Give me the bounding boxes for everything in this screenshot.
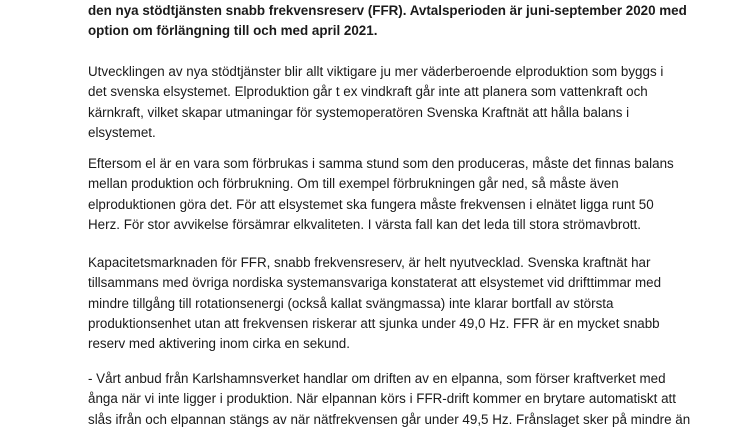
text-line: elproduktionen göra det. För att elsystemet ska fungera måste frekvensen i elnätet ligga runt 50 [88,196,654,212]
paragraph-karlshamn-bid [88,369,691,430]
text-line: Herz. För stor avvikelse försämrar elkvaliteten. I värsta fall kan det leda till stora strömavbrott. [88,216,641,232]
paragraph-balance [88,154,674,235]
paragraph-grid-stability [88,62,668,143]
document-page [88,0,691,427]
paragraph-ffr-market [88,253,668,354]
text-line: elsystemet. [88,124,156,140]
text-line: kärnkraft, vilket skapar utmaningar för systemoperatören Svenska Kraftnät att hålla balans i [88,104,630,120]
text-line: option om förlängning till och med april 2021. [88,23,378,39]
text-line: - Vårt anbud från Karlshamnsverket handlar om driften av en elpanna, som förser kraftverket med [88,371,666,386]
intro-paragraph [88,1,687,42]
text-line: Kapacitetsmarknaden för FFR, snabb frekvensreserv, är helt nyutvecklad. Svenska kraftnät har [88,255,651,270]
text-line: ånga när vi inte ligger i produktion. När elpannan körs i FFR-drift kommer en brytare automatiskt att [88,391,676,407]
text-line: den nya stödtjänsten snabb frekvensreserv (FFR). Avtalsperioden är juni-september 2020 med [88,3,687,18]
text-line: Utvecklingen av nya stödtjänster blir allt viktigare ju mer väderberoende elproduktion som byggs i [88,64,664,79]
text-line: det svenska elsystemet. Elproduktion går t ex vindkraft går inte att planera som vattenkraft och [88,84,648,100]
text-line: mellan produktion och förbrukning. Om till exempel förbrukningen går ned, så måste även [88,176,619,192]
text-line: mindre tillgång till rotationsenergi (också kallat svängmassa) inte klarar bortfall av största [88,295,614,311]
text-line: Eftersom el är en vara som förbrukas i samma stund som den produceras, måste det finnas balans [88,156,674,171]
text-line: slås ifrån och elpannan stängs av när nätfrekvensen går under 49,5 Hz. Frånslaget sker på mindre än [88,411,691,427]
text-line: reserv med aktivering inom cirka en sekund. [88,336,350,352]
text-line: produktionsenhet utan att frekvensen riskerar att sjunka under 49,0 Hz. FFR är en mycket snabb [88,315,660,331]
text-line: tillsammans med övriga nordiska systemansvariga konstaterat att elsystemet vid drifttimmar med [88,275,662,291]
